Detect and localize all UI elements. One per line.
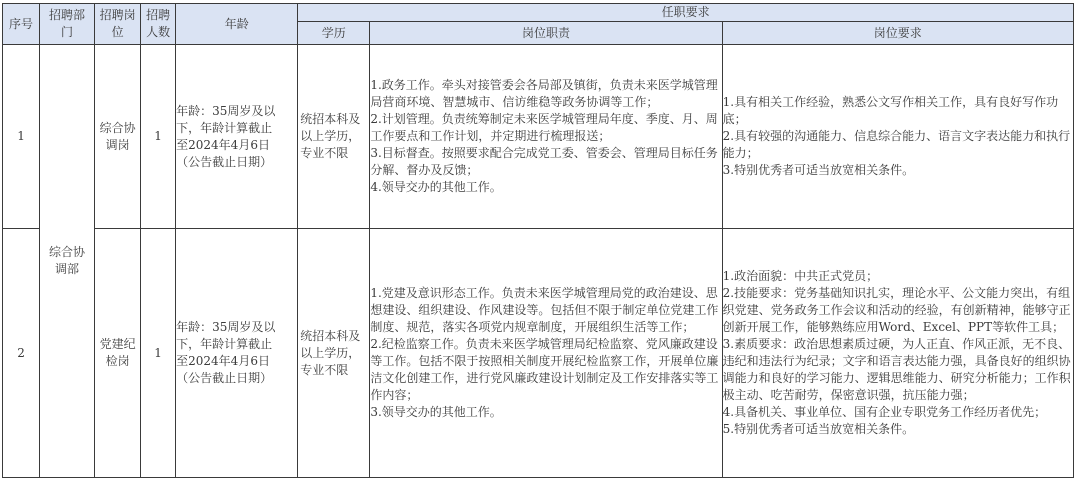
duty-item: 1.政务工作。牵头对接管委会各局部及镇街，负责未来医学城管理局营商环境、智慧城市、信访维稳等政务协调等工作； [370,78,718,109]
education-value: 统招本科及以上学历，专业不限 [300,112,361,160]
recruitment-table [2,3,1074,478]
age-line: 至2024年4月6日 [176,137,270,152]
header-education-label: 学历 [321,25,346,40]
table-header [3,4,1074,45]
duty-item: 2.计划管理。负责统筹制定未来医学城管理局年度、季度、月、周工作要点和工作计划，并定期进行梳理报送； [370,112,718,143]
count-value: 1 [154,345,162,360]
duty-item: 3.领导交办的其他工作。 [370,405,502,419]
header-requirements-group [298,4,1074,22]
position-value: 综合协调岗 [99,120,136,152]
table-row [3,229,1074,478]
cell-count [141,45,176,229]
age-line: （公告截止日期） [176,371,273,385]
cell-education [298,229,370,478]
position-value: 党建纪检岗 [99,337,136,368]
age-line: 至2024年4月6日 [176,354,270,368]
requirement-item: 1.具有相关工作经验，熟悉公文写作相关工作，具有良好写作功底； [722,95,1059,126]
header-requirements-group-label: 任职要求 [661,5,710,19]
header-requirements-label: 岗位要求 [873,25,922,40]
header-education [298,22,370,45]
header-seq-label: 序号 [9,16,34,31]
table-body [3,45,1074,478]
header-position-label: 招聘岗位 [99,8,136,39]
cell-duties [370,229,722,478]
age-line: 下，年龄计算截止 [176,120,273,135]
header-duties-label: 岗位职责 [521,25,570,40]
requirement-item: 1.政治面貌：中共正式党员； [722,269,879,283]
cell-age [176,229,298,478]
header-dept [40,4,95,45]
requirement-item: 2.具有较强的沟通能力、信息综合能力、语言文字表达能力和执行能力； [722,129,1071,160]
cell-position [95,45,141,229]
header-count [141,4,176,45]
cell-education [298,45,370,229]
requirement-item: 3.特别优秀者可适当放宽相关条件。 [722,163,915,177]
duty-item: 3.目标督查。按照要求配合完成党工委、管委会、管理局目标任务分解、督办及反馈； [370,146,718,177]
department-value: 综合协调部 [49,245,86,276]
duty-item: 2.纪检监察工作。负责未来医学城管理局纪检监察、党风廉政建设等工作。包括不限于按照相关制度开展纪检监察工作，开展单位廉洁文化创建工作，进行党风廉政建设计划制定及工作安排落实等工作内容； [370,337,719,402]
cell-requirements [722,229,1073,478]
header-dept-label: 招聘部门 [49,8,86,39]
seq-value: 2 [17,345,25,360]
header-duties [370,22,722,45]
count-value: 1 [154,129,162,143]
age-line: （公告截止日期） [176,154,273,169]
requirement-item: 2.技能要求：党务基础知识扎实，理论水平、公文能力突出，有组织党建、党务政务工作会议和活动的经验，有创新精神，能够守正创新开展工作，能够熟练应用Word、Excel、PPT等软件工具； [722,286,1071,334]
header-count-label: 招聘人数 [146,8,171,39]
age-line: 年龄：35周岁及以 [176,320,276,334]
cell-count [141,229,176,478]
cell-position [95,229,141,478]
cell-seq [3,229,40,478]
header-age-label: 年龄 [224,16,249,31]
header-age [176,4,298,45]
cell-seq [3,45,40,229]
header-requirements [722,22,1073,45]
cell-duties [370,45,722,229]
header-seq [3,4,40,45]
header-position [95,4,141,45]
age-line: 年龄：35周岁及以 [176,103,276,118]
education-value: 统招本科及以上学历，专业不限 [300,328,361,377]
cell-requirements [722,45,1073,229]
cell-department [40,45,95,478]
duty-item: 1.党建及意识形态工作。负责未来医学城管理局党的政治建设、思想建设、组织建设、作风建设等。包括但不限于制定单位党建工作制度、规范，落实各项党内规章制度，开展组织生活等工作； [370,286,719,334]
requirement-item: 3.素质要求：政治思想素质过硬，为人正直、作风正派，无不良、违纪和违法行为纪录；文字和语言表达能力强，具备良好的组织协调能力和良好的学习能力、逻辑思维能力、研究分析能力；工作积极主动、吃苦耐劳，保密意识强，抗压能力强； [722,337,1071,402]
requirement-item: 5.特别优秀者可适当放宽相关条件。 [722,422,915,436]
requirement-item: 4.具备机关、事业单位、国有企业专职党务工作经历者优先； [722,405,1047,419]
seq-value: 1 [17,129,25,143]
age-line: 下，年龄计算截止 [176,337,273,351]
duty-item: 4.领导交办的其他工作。 [370,180,502,194]
table-row [3,45,1074,229]
cell-age [176,45,298,229]
